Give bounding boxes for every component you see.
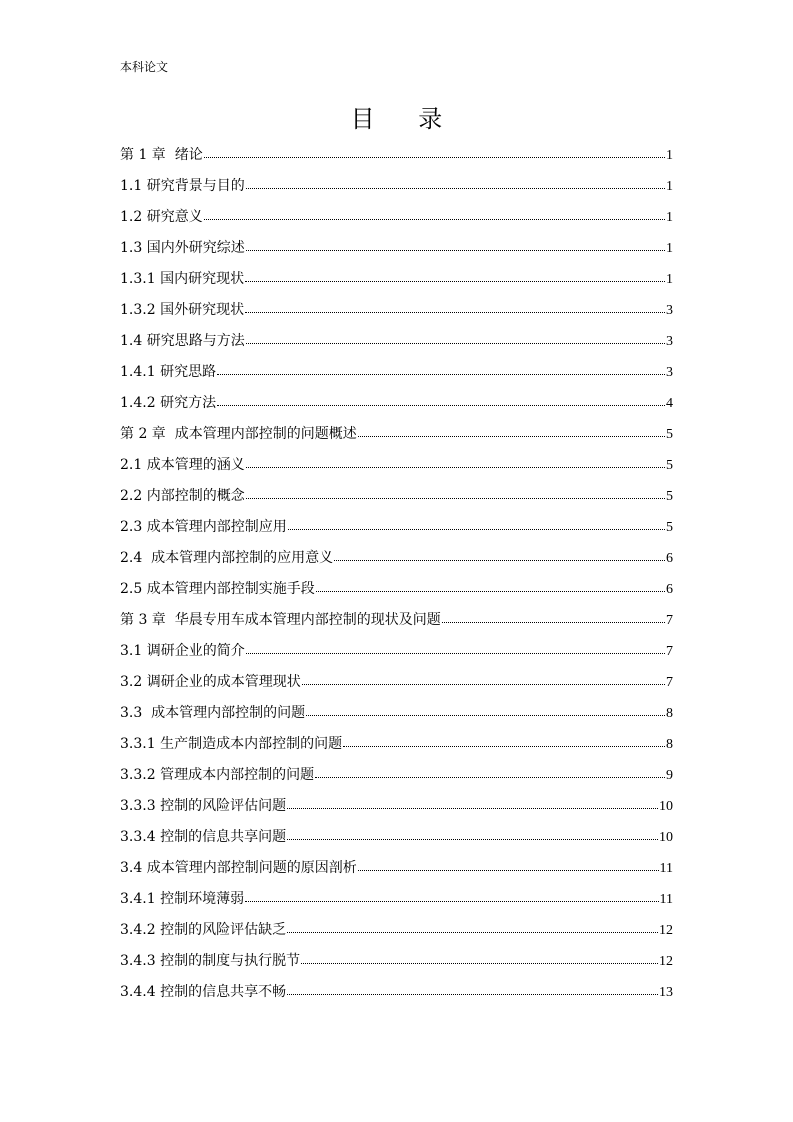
toc-entry[interactable] bbox=[120, 948, 673, 979]
toc-entry-page: 1 bbox=[666, 210, 673, 225]
toc-entry-title: 3.4 成本管理内部控制问题的原因剖析 bbox=[120, 860, 357, 876]
dot-leader bbox=[217, 359, 665, 375]
toc-entry-page: 3 bbox=[666, 365, 673, 380]
toc-entry[interactable] bbox=[120, 607, 673, 638]
toc-entry[interactable] bbox=[120, 824, 673, 855]
toc-entry[interactable] bbox=[120, 142, 673, 173]
toc-entry[interactable] bbox=[120, 173, 673, 204]
toc-entry-page: 5 bbox=[666, 520, 673, 535]
toc-entry[interactable] bbox=[120, 204, 673, 235]
dot-leader bbox=[246, 483, 665, 499]
toc-entry-page: 8 bbox=[666, 737, 673, 752]
toc-entry-title: 3.4.1 控制环境薄弱 bbox=[120, 891, 245, 907]
toc-entry[interactable] bbox=[120, 917, 673, 948]
toc-entry-title: 3.1 调研企业的简介 bbox=[120, 643, 245, 659]
dot-leader bbox=[246, 328, 665, 344]
toc-entry[interactable] bbox=[120, 638, 673, 669]
toc-entry[interactable] bbox=[120, 731, 673, 762]
dot-leader bbox=[302, 669, 665, 685]
toc-entry-page: 7 bbox=[666, 613, 673, 628]
toc-entry-page: 5 bbox=[666, 489, 673, 504]
toc-entry-page: 5 bbox=[666, 427, 673, 442]
toc-entry[interactable] bbox=[120, 421, 673, 452]
toc-entry-page: 9 bbox=[666, 768, 673, 783]
toc-entry-title: 1.4.2 研究方法 bbox=[120, 395, 217, 411]
toc-entry-title: 3.2 调研企业的成本管理现状 bbox=[120, 674, 301, 690]
toc-entry-page: 1 bbox=[666, 179, 673, 194]
dot-leader bbox=[343, 731, 665, 747]
toc-entry[interactable] bbox=[120, 359, 673, 390]
dot-leader bbox=[246, 638, 665, 654]
dot-leader bbox=[246, 452, 665, 468]
toc-entry-title: 3.4.2 控制的风险评估缺乏 bbox=[120, 922, 287, 938]
dot-leader bbox=[334, 545, 665, 561]
toc-entry-page: 1 bbox=[666, 272, 673, 287]
toc-entry-title: 3.3.4 控制的信息共享问题 bbox=[120, 829, 287, 845]
toc-entry-title: 3.4.4 控制的信息共享不畅 bbox=[120, 984, 287, 1000]
toc-entry[interactable] bbox=[120, 545, 673, 576]
dot-leader bbox=[217, 390, 665, 406]
toc-entry-title: 2.4 成本管理内部控制的应用意义 bbox=[120, 550, 334, 566]
toc-entry-title: 2.1 成本管理的涵义 bbox=[120, 457, 245, 473]
toc-entry-page: 11 bbox=[659, 861, 673, 876]
toc-entry-title: 第 2 章 成本管理内部控制的问题概述 bbox=[120, 426, 357, 442]
toc-entry-page: 12 bbox=[659, 923, 673, 938]
dot-leader bbox=[301, 948, 658, 964]
dot-leader bbox=[245, 266, 665, 282]
toc-entry-page: 5 bbox=[666, 458, 673, 473]
toc-entry-title: 1.3.2 国外研究现状 bbox=[120, 302, 245, 318]
toc-entry-page: 3 bbox=[666, 334, 673, 349]
dot-leader bbox=[246, 173, 665, 189]
toc-entry[interactable] bbox=[120, 669, 673, 700]
dot-leader bbox=[442, 607, 665, 623]
toc-entry-title: 1.2 研究意义 bbox=[120, 209, 203, 225]
toc-entry[interactable] bbox=[120, 266, 673, 297]
dot-leader bbox=[358, 855, 659, 871]
toc-entry-page: 3 bbox=[666, 303, 673, 318]
dot-leader bbox=[287, 917, 658, 933]
toc-entry-page: 10 bbox=[659, 799, 673, 814]
toc-entry-title: 1.3 国内外研究综述 bbox=[120, 240, 245, 256]
toc-entry-title: 1.4 研究思路与方法 bbox=[120, 333, 245, 349]
toc-entry-page: 7 bbox=[666, 644, 673, 659]
dot-leader bbox=[358, 421, 665, 437]
toc-entry-page: 8 bbox=[666, 706, 673, 721]
dot-leader bbox=[245, 297, 665, 313]
page-header: 本科论文 bbox=[120, 60, 169, 74]
toc-entry-title: 3.3 成本管理内部控制的问题 bbox=[120, 705, 306, 721]
dot-leader bbox=[315, 762, 665, 778]
toc-entry[interactable] bbox=[120, 514, 673, 545]
toc-entry-page: 12 bbox=[659, 954, 673, 969]
toc-entry-page: 1 bbox=[666, 241, 673, 256]
toc-entry-title: 1.4.1 研究思路 bbox=[120, 364, 217, 380]
toc-entry[interactable] bbox=[120, 793, 673, 824]
toc-entry[interactable] bbox=[120, 483, 673, 514]
toc-entry[interactable] bbox=[120, 762, 673, 793]
dot-leader bbox=[246, 235, 665, 251]
toc-entry[interactable] bbox=[120, 235, 673, 266]
toc-entry[interactable] bbox=[120, 576, 673, 607]
toc-entry-page: 6 bbox=[666, 551, 673, 566]
toc-title: 目 录 bbox=[350, 105, 461, 133]
toc-entry[interactable] bbox=[120, 700, 673, 731]
toc-entry-title: 2.3 成本管理内部控制应用 bbox=[120, 519, 287, 535]
toc-entry-title: 1.3.1 国内研究现状 bbox=[120, 271, 245, 287]
dot-leader bbox=[287, 793, 658, 809]
dot-leader bbox=[204, 142, 665, 158]
toc-entry[interactable] bbox=[120, 886, 673, 917]
toc-entry[interactable] bbox=[120, 390, 673, 421]
toc-entry[interactable] bbox=[120, 328, 673, 359]
toc-list bbox=[120, 142, 673, 1010]
toc-entry-title: 2.5 成本管理内部控制实施手段 bbox=[120, 581, 315, 597]
toc-entry-page: 7 bbox=[666, 675, 673, 690]
toc-entry[interactable] bbox=[120, 855, 673, 886]
toc-entry-title: 3.3.3 控制的风险评估问题 bbox=[120, 798, 287, 814]
toc-entry-page: 6 bbox=[666, 582, 673, 597]
dot-leader bbox=[287, 824, 658, 840]
toc-entry[interactable] bbox=[120, 297, 673, 328]
dot-leader bbox=[204, 204, 665, 220]
toc-entry-page: 1 bbox=[666, 148, 673, 163]
toc-entry-title: 3.3.2 管理成本内部控制的问题 bbox=[120, 767, 315, 783]
dot-leader bbox=[287, 979, 658, 995]
toc-entry-page: 4 bbox=[666, 396, 673, 411]
dot-leader bbox=[245, 886, 658, 902]
toc-entry-title: 第 3 章 华晨专用车成本管理内部控制的现状及问题 bbox=[120, 612, 441, 628]
dot-leader bbox=[288, 514, 665, 530]
toc-entry-page: 11 bbox=[659, 892, 673, 907]
toc-entry[interactable] bbox=[120, 452, 673, 483]
dot-leader bbox=[316, 576, 665, 592]
dot-leader bbox=[306, 700, 665, 716]
toc-entry-title: 3.3.1 生产制造成本内部控制的问题 bbox=[120, 736, 343, 752]
toc-entry-title: 第 1 章 绪论 bbox=[120, 147, 203, 163]
toc-entry-page: 10 bbox=[659, 830, 673, 845]
toc-entry-title: 2.2 内部控制的概念 bbox=[120, 488, 245, 504]
toc-entry-title: 1.1 研究背景与目的 bbox=[120, 178, 245, 194]
toc-entry-title: 3.4.3 控制的制度与执行脱节 bbox=[120, 953, 301, 969]
toc-entry[interactable] bbox=[120, 979, 673, 1010]
toc-entry-page: 13 bbox=[659, 985, 673, 1000]
